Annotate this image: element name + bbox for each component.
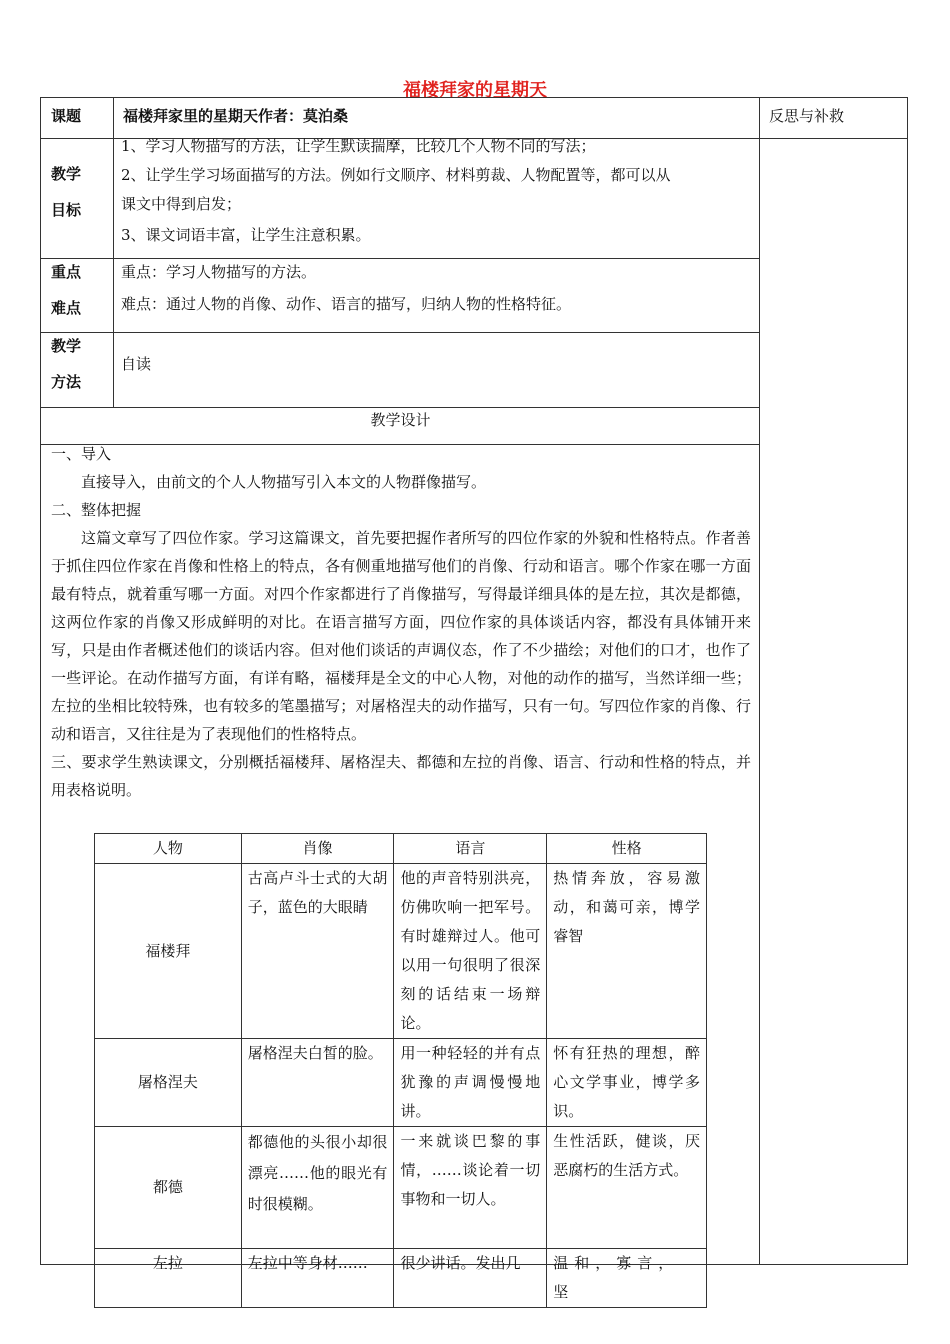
character-name: 福楼拜: [95, 864, 242, 1039]
goal-item: 1、学习人物描写的方法，让学生默读揣摩，比较几个人物不同的写法；: [121, 137, 596, 155]
goals-label-1: 教学: [51, 165, 82, 183]
speech-cell: 用一种轻轻的并有点犹豫的声调慢慢地讲。: [394, 1039, 547, 1127]
character-name: 屠格涅夫: [95, 1039, 242, 1127]
topic-value: 福楼拜家里的星期天作者：莫泊桑: [123, 107, 349, 125]
speech-cell: 他的声音特别洪亮，仿佛吹响一把军号。有时雄辩过人。他可以用一句很明了很深刻的话结束一场辩论。: [394, 864, 547, 1039]
character-name: 都德: [95, 1127, 242, 1249]
column-divider: [113, 98, 114, 408]
table-row: [95, 864, 707, 1039]
method-value: 自读: [121, 355, 152, 373]
reflection-label: 反思与补救: [769, 107, 845, 125]
key-label-2: 难点: [51, 299, 82, 317]
character-name: 左拉: [95, 1249, 242, 1308]
table-row: [95, 1039, 707, 1127]
section-3-text: 三、要求学生熟读课文，分别概括福楼拜、屠格涅夫、都德和左拉的肖像、语言、行动和性格的特点，并用表格说明。: [51, 753, 751, 799]
goal-item: 3、课文词语丰富，让学生注意积累。: [121, 226, 371, 244]
topic-label: 课题: [51, 107, 82, 125]
document-title: 福楼拜家的星期天: [403, 80, 547, 101]
section-1-text: 直接导入，由前文的个人人物描写引入本文的人物群像描写。: [81, 473, 487, 491]
lesson-plan-table: [40, 97, 908, 1301]
row-divider: [41, 332, 760, 333]
reflection-column-divider: [759, 98, 760, 1265]
portrait-cell: 左拉中等身材……: [241, 1249, 394, 1308]
character-cell: 怀有狂热的理想，醉心文学事业，博学多识。: [547, 1039, 707, 1127]
key-difficulty: 难点：通过人物的肖像、动作、语言的描写，归纳人物的性格特征。: [121, 295, 572, 313]
section-2-title: 二、整体把握: [51, 501, 142, 519]
method-label-1: 教学: [51, 337, 82, 355]
character-cell: 热情奔放，容易激动，和蔼可亲，博学睿智: [547, 864, 707, 1039]
goal-item: 课文中得到启发；: [121, 195, 242, 213]
section-1-title: 一、导入: [51, 445, 112, 463]
speech-cell: 一来就谈巴黎的事情，……谈论着一切事物和一切人。: [394, 1127, 547, 1249]
design-heading: 教学设计: [370, 411, 431, 429]
goal-item: 2、让学生学习场面描写的方法。例如行文顺序、材料剪裁、人物配置等，都可以从: [121, 166, 671, 184]
column-header: 语言: [394, 834, 547, 864]
table-row: [95, 1249, 707, 1308]
column-header: 人物: [95, 834, 242, 864]
character-table: [94, 833, 707, 1308]
key-focus: 重点：学习人物描写的方法。: [121, 263, 317, 281]
goals-label-2: 目标: [51, 201, 82, 219]
character-cell: 温和，寡言，坚: [547, 1249, 707, 1308]
section-2-text: 这篇文章写了四位作家。学习这篇课文，首先要把握作者所写的四位作家的外貌和性格特点。作者善于抓住四位作家在肖像和性格上的特点，各有侧重地描写他们的肖像、行动和语言。哪个作家在哪一方面最有特点，就着重写哪一方面。对四个作家都进行了肖像描写，写得最详细具体的是左拉，其次是都德，这两位作家的肖像又形成鲜明的对比。在语言描写方面，四位作家的具体谈话内容，都没有具体铺开来写，只是由作者概述他们的谈话内容。但对他们谈话的声调仪态，作了不少描绘；对他们的口才，也作了一些评论。在动作描写方面，有详有略，福楼拜是全文的中心人物，对他的动作的描写，当然详细一些；左拉的坐相比较特殊，也有较多的笔墨描写；对屠格涅夫的动作描写，只有一句。写四位作家的肖像、行动和语言，又往往是为了表现他们的性格特点。: [51, 529, 751, 743]
key-label-1: 重点: [51, 263, 82, 281]
table-header-row: [95, 834, 707, 864]
column-header: 性格: [547, 834, 707, 864]
table-row: [95, 1127, 707, 1249]
character-cell: 生性活跃，健谈，厌恶腐朽的生活方式。: [547, 1127, 707, 1249]
portrait-cell: 屠格涅夫白皙的脸。: [241, 1039, 394, 1127]
method-label-2: 方法: [51, 373, 82, 391]
portrait-cell: 古高卢斗士式的大胡子，蓝色的大眼睛: [241, 864, 394, 1039]
portrait-cell: 都德他的头很小却很漂亮……他的眼光有时很模糊。: [241, 1127, 394, 1249]
column-header: 肖像: [241, 834, 394, 864]
speech-cell: 很少讲话。发出几: [394, 1249, 547, 1308]
